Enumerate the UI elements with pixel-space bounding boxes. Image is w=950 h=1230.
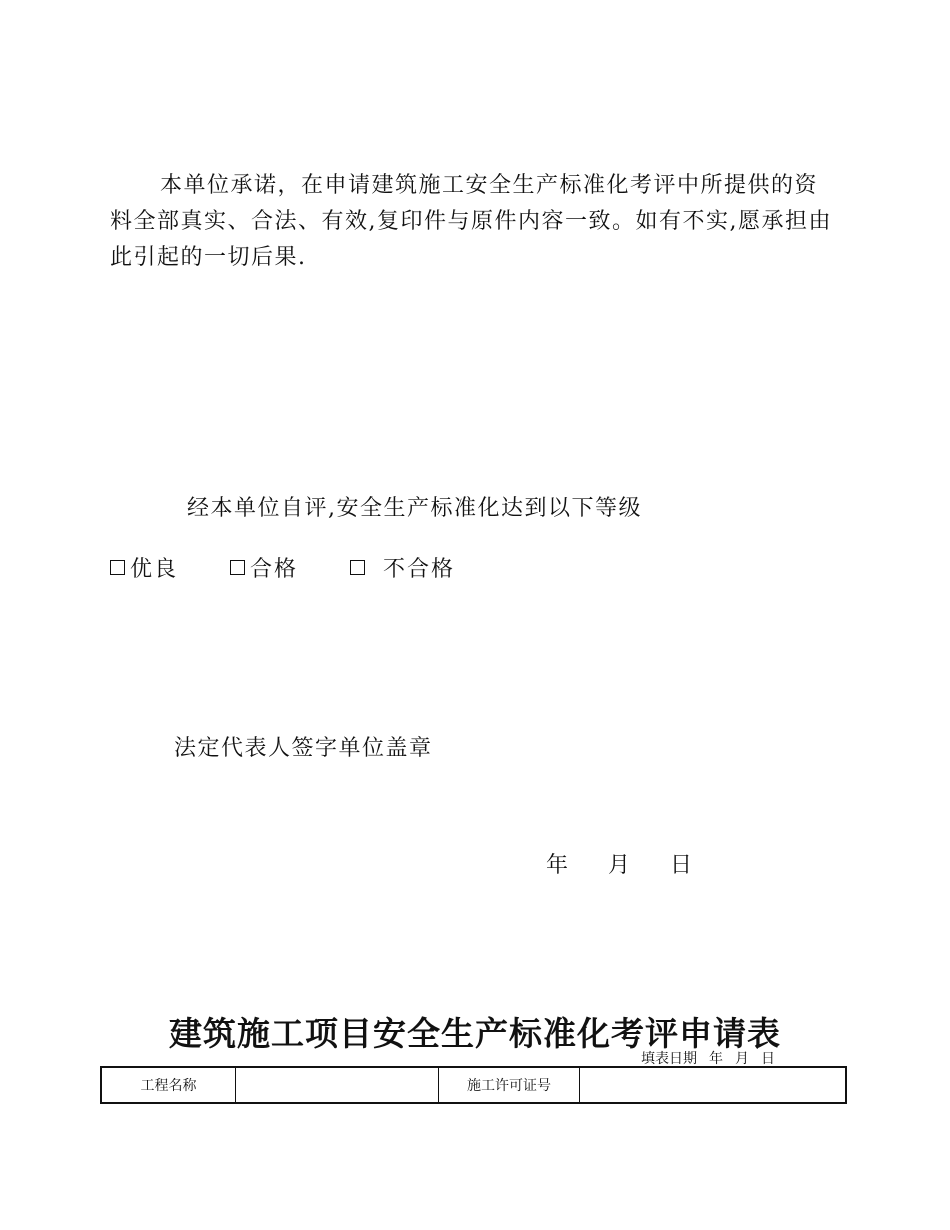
form-title: 建筑施工项目安全生产标准化考评申请表 <box>169 1014 781 1053</box>
grade-option-label: 不合格 <box>383 557 456 582</box>
application-table <box>100 1066 847 1104</box>
self-evaluation-statement: 经本单位自评,安全生产标准化达到以下等级 <box>187 496 642 521</box>
fill-date-month: 月 <box>735 1051 749 1067</box>
signature-label: 法定代表人签字单位盖章 <box>174 736 433 761</box>
grade-option-label: 优良 <box>130 557 179 582</box>
fill-date-label: 填表日期 <box>641 1051 697 1067</box>
fill-date-year: 年 <box>709 1051 723 1067</box>
checkbox-excellent[interactable] <box>110 560 125 575</box>
project-name-field[interactable] <box>236 1067 439 1103</box>
grade-option-label: 合格 <box>250 557 299 582</box>
table-row <box>101 1067 846 1103</box>
permit-number-field[interactable] <box>580 1067 847 1103</box>
fill-date <box>641 1048 775 1068</box>
checkbox-unqualified[interactable] <box>350 560 365 575</box>
grade-option-unqualified[interactable] <box>350 552 455 583</box>
signature-date <box>546 848 692 879</box>
permit-number-label: 施工许可证号 <box>439 1067 580 1103</box>
date-year: 年 <box>546 853 569 878</box>
date-month: 月 <box>608 853 631 878</box>
grade-option-qualified[interactable] <box>230 552 298 583</box>
pledge-paragraph: 本单位承诺，在申请建筑施工安全生产标准化考评中所提供的资料全部真实、合法、有效,复印件与原件内容一致。如有不实,愿承担由此引起的一切后果. <box>110 173 832 270</box>
date-day: 日 <box>670 853 693 878</box>
fill-date-day: 日 <box>761 1051 775 1067</box>
grade-option-excellent[interactable] <box>110 552 178 583</box>
checkbox-qualified[interactable] <box>230 560 245 575</box>
project-name-label: 工程名称 <box>101 1067 236 1103</box>
grade-options <box>110 552 455 583</box>
